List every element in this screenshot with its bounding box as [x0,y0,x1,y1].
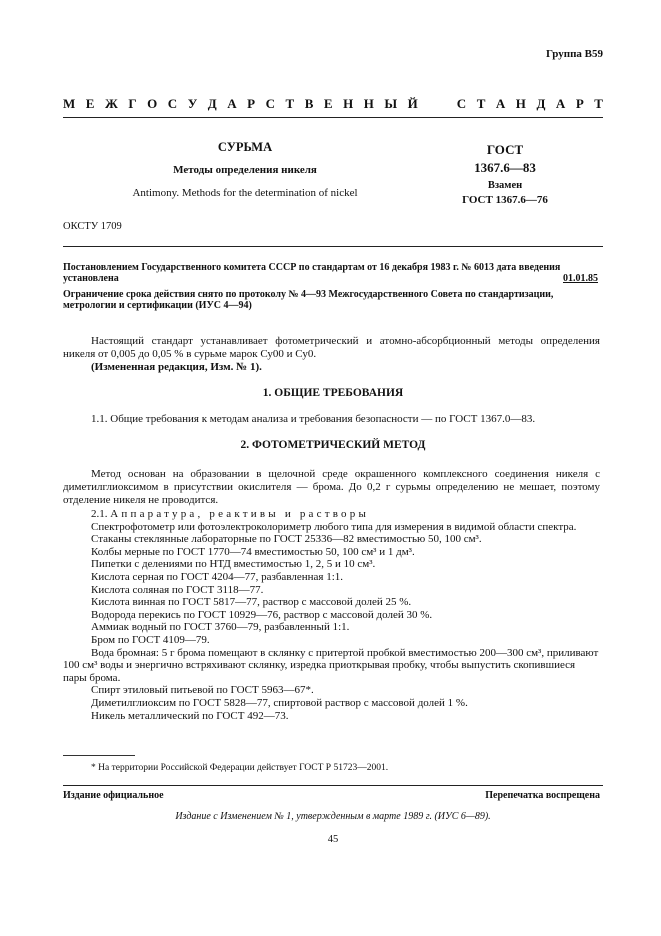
header-rule [63,246,603,247]
amendment-note: Издание с Изменением № 1, утвержденным в марте 1989 г. (ИУС 6—89). [175,811,491,822]
page-number: 45 [327,834,339,845]
intro-amendment: (Измененная редакция, Изм. № 1). [91,361,262,373]
reagent-item: Стаканы стеклянные лабораторные по ГОСТ 25336—82 вместимостью 50, 100 см³. [91,533,482,546]
group-code: Группа В59 [545,48,603,60]
title-letter: А [495,96,506,111]
gost-number: 1367.6—83 [474,160,536,175]
title-letter: Ы [384,96,398,111]
footnote-rule [63,755,135,756]
subsection-heading [63,508,600,521]
doc-subtitle: Методы определения никеля [173,164,317,176]
reagent-item: Кислота соляная по ГОСТ 3118—77. [91,583,264,596]
title-letter: С [167,96,178,111]
title-letter: Е [85,96,95,111]
title-letter: У [187,96,198,111]
footnote: * На территории Российской Федерации действует ГОСТ Р 51723—2001. [91,763,389,773]
gost-replaces-label: Взамен [487,180,523,191]
reagent-item: Бром по ГОСТ 4109—79. [91,633,210,646]
title-letter: Т [594,96,603,111]
title-letter: Д [207,96,217,111]
section-2-heading: 2. ФОТОМЕТРИЧЕСКИЙ МЕТОД [240,439,426,451]
standard-title [63,96,603,112]
title-letter: С [265,96,275,111]
reagent-item: Никель металлический по ГОСТ 492—73. [91,709,289,722]
section-2-paragraph: Метод основан на образовании в щелочной среде окрашенного комплексного соединения никеля с диметилглиоксимом в присутствии окислителя — брома. До 0,2 г сурьмы определению не мешает, поэтому отделение никеля не проводится. [63,468,600,506]
title-letter: Н [343,96,354,111]
doc-title: СУРЬМА [217,140,273,154]
title-letter: Т [285,96,295,111]
reagent-item: Кислота серная по ГОСТ 4204—77, разбавленная 1:1. [91,570,344,583]
title-letter: Ж [104,96,118,111]
limitation-text: Ограничение срока действия снято по протоколу № 4—93 Межгосударственного Совета по стандартизации, метрологии и сертификации (ИУС 4—94) [63,289,554,311]
reagent-item: Диметилглиоксим по ГОСТ 5828—77, спиртовой раствор с массовой долей 1 %. [91,696,468,709]
title-letter: Н [363,96,374,111]
gost-replaces: ГОСТ 1367.6—76 [462,194,548,206]
gost-label: ГОСТ [486,142,524,157]
title-letter: Е [323,96,333,111]
section-1-heading: 1. ОБЩИЕ ТРЕБОВАНИЯ [262,387,404,399]
reagent-item: Колбы мерные по ГОСТ 1770—74 вместимостью 50, 100 см³ и 1 дм³. [91,545,415,558]
reagent-item: Спектрофотометр или фотоэлектроколориметр любого типа для измерения в видимой области спектра. [91,520,577,533]
title-rule [63,117,603,118]
title-letter: Н [515,96,526,111]
decree-text: Постановлением Государственного комитета СССР по стандартам от 16 декабря 1983 г. № 6013 дата введения установлена [63,262,561,284]
title-letter: Г [128,96,137,111]
reagent-item: Водорода перекись по ГОСТ 10929—76, раствор с массовой долей 30 %. [91,608,433,621]
title-letter: А [555,96,566,111]
reprint-label: Перепечатка воспрещена [485,790,600,801]
reagent-item: Спирт этиловый питьевой по ГОСТ 5963—67*. [91,684,314,697]
edition-label: Издание официальное [63,790,164,801]
title-letter: Д [536,96,546,111]
title-letter: О [147,96,158,111]
reagents-list [63,508,600,722]
decree-date: 01.01.85 [563,273,598,284]
footer-rule [63,785,603,786]
title-word-gap [428,96,446,112]
reagent-items [63,521,600,723]
title-letter: Р [247,96,256,111]
reagent-item: Кислота винная по ГОСТ 5817—77, раствор с массовой долей 25 %. [91,596,412,609]
subsection-number: 2.1. [91,508,108,520]
title-letter: А [227,96,237,111]
okstu-code: ОКСТУ 1709 [63,221,122,232]
intro-paragraph: Настоящий стандарт устанавливает фотометрический и атомно-абсорбционный методы определения никеля от 0,005 до 0,05 % в сурьме марок Су00 и Су0. [63,335,600,360]
title-letter: Р [575,96,584,111]
reagent-item: Вода бромная: 5 г брома помещают в склянку с притертой пробкой вместимостью 200—300 см³, приливают 100 см³ воды и энергично встряхивают склянку, изредка приоткрывая пробку, чтобы выпустить скопившиеся пары брома. [63,646,599,684]
subsection-title: Аппаратура, реактивы и растворы [110,508,370,520]
gost-block [440,142,570,206]
doc-english-title: Antimony. Methods for the determination of nickel [132,187,358,199]
section-1-paragraph: 1.1. Общие требования к методам анализа и требования безопасности — по ГОСТ 1367.0—83. [91,413,536,425]
title-letter: Т [476,96,486,111]
reagent-item: Пипетки с делениями по НТД вместимостью 1, 2, 5 и 10 см³. [91,558,376,571]
title-letter: Й [407,96,418,111]
title-letter: В [304,96,314,111]
title-letter: С [456,96,467,111]
title-letter: М [63,96,76,111]
reagent-item: Аммиак водный по ГОСТ 3760—79, разбавленный 1:1. [91,621,350,634]
